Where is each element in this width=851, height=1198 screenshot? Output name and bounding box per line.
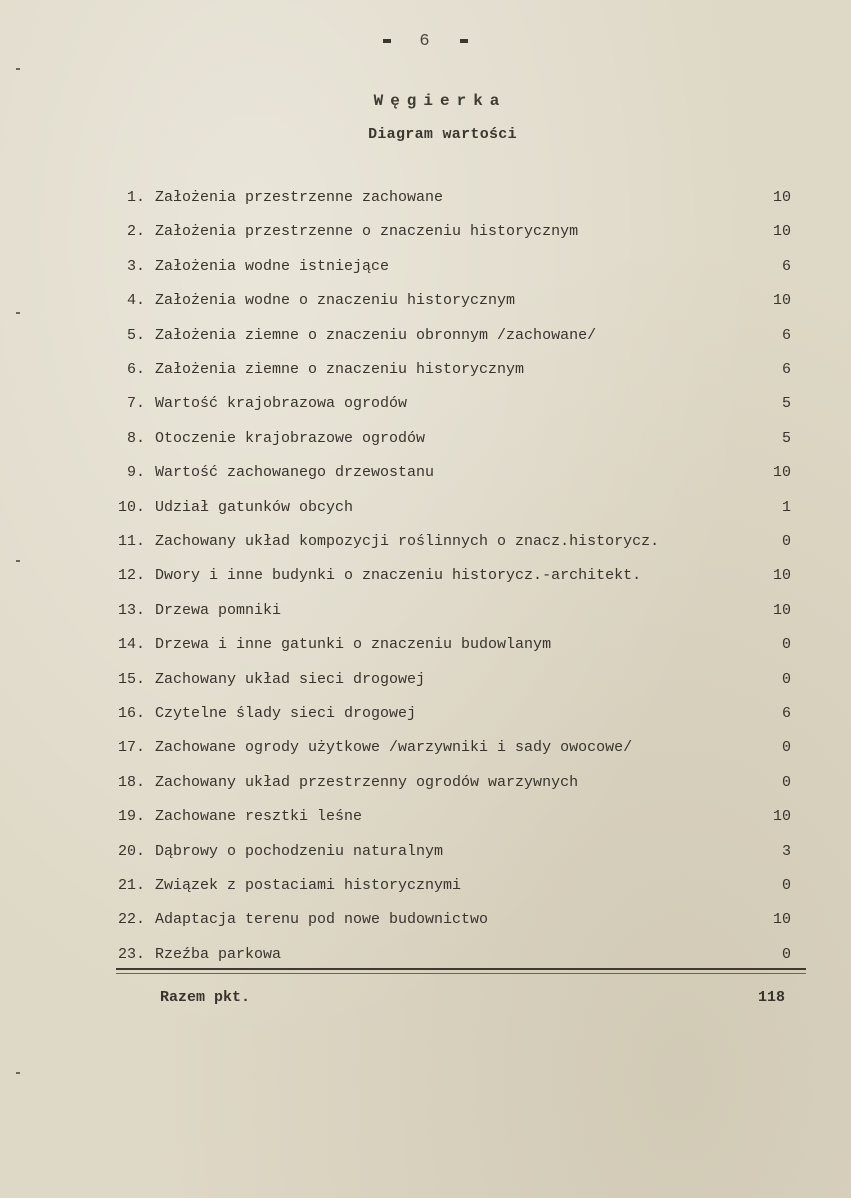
item-label: Dąbrowy o pochodzeniu naturalnym	[155, 842, 444, 860]
total-row	[0, 986, 851, 1010]
total-value: 118	[757, 989, 785, 1006]
list-item	[0, 702, 851, 726]
item-label: Drzewa pomniki	[155, 601, 282, 619]
item-value: 0	[781, 877, 791, 894]
item-label: Drzewa i inne gatunki o znaczeniu budowlanym	[155, 636, 552, 654]
item-label: Związek z postaciami historycznymi	[155, 877, 462, 894]
list-item	[0, 220, 851, 244]
item-label: Wartość krajobrazowa ogrodów	[155, 395, 408, 413]
item-value: 10	[772, 601, 791, 619]
item-value: 0	[781, 533, 791, 550]
item-number: 4.	[126, 292, 145, 310]
list-item	[0, 874, 851, 898]
list-item	[0, 461, 851, 485]
item-number: 15.	[117, 670, 145, 688]
item-value: 0	[781, 945, 791, 963]
item-number: 2.	[126, 223, 145, 241]
summary-rule-thin	[116, 973, 806, 974]
list-item	[0, 668, 851, 692]
list-item	[0, 805, 851, 829]
item-label: Założenia przestrzenne o znaczeniu historycznym	[155, 223, 579, 241]
page-number-text: 6	[419, 32, 432, 51]
item-label: Zachowane ogrody użytkowe /warzywniki i sady owocowe/	[155, 739, 633, 757]
item-number: 16.	[117, 705, 145, 722]
item-value: 10	[772, 292, 791, 310]
document-subtitle: Diagram wartości	[368, 126, 517, 143]
item-label: Założenia ziemne o znaczeniu historycznym	[155, 361, 525, 378]
list-item	[0, 186, 851, 210]
item-value: 10	[772, 189, 791, 206]
list-item	[0, 943, 851, 967]
list-item	[0, 840, 851, 864]
item-number: 23.	[117, 945, 145, 963]
item-number: 17.	[117, 739, 145, 757]
item-label: Zachowany układ przestrzenny ogrodów warzywnych	[155, 773, 579, 791]
edge-mark	[16, 560, 20, 562]
list-item	[0, 530, 851, 554]
item-number: 6.	[126, 361, 145, 378]
dash	[383, 39, 391, 43]
item-number: 12.	[117, 567, 145, 585]
item-label: Wartość zachowanego drzewostanu	[155, 464, 435, 482]
list-item	[0, 392, 851, 416]
item-number: 19.	[117, 808, 145, 826]
item-label: Otoczenie krajobrazowe ogrodów	[155, 429, 426, 447]
item-number: 21.	[117, 877, 145, 894]
item-value: 6	[781, 361, 791, 378]
list-item	[0, 324, 851, 348]
item-value: 1	[781, 498, 791, 516]
item-value: 6	[781, 705, 791, 722]
dash	[460, 39, 468, 43]
list-item	[0, 564, 851, 588]
item-number: 20.	[117, 842, 145, 860]
item-value: 3	[781, 842, 791, 860]
item-value: 10	[772, 464, 791, 482]
item-value: 5	[781, 429, 791, 447]
item-value: 6	[781, 326, 791, 344]
list-item	[0, 633, 851, 657]
list-item	[0, 496, 851, 520]
item-number: 11.	[117, 533, 145, 550]
item-label: Udział gatunków obcych	[155, 498, 354, 516]
edge-mark	[16, 68, 20, 70]
item-label: Zachowany układ kompozycji roślinnych o znacz.historycz.	[155, 533, 660, 550]
item-value: 0	[781, 773, 791, 791]
item-number: 13.	[117, 601, 145, 619]
item-value: 10	[772, 911, 791, 929]
total-label: Razem pkt.	[160, 989, 251, 1006]
list-item	[0, 255, 851, 279]
item-label: Adaptacja terenu pod nowe budownictwo	[155, 911, 489, 929]
item-number: 3.	[126, 257, 145, 275]
list-item	[0, 771, 851, 795]
item-value: 10	[772, 567, 791, 585]
edge-mark	[16, 1072, 20, 1074]
item-value: 0	[781, 636, 791, 654]
item-label: Założenia ziemne o znaczeniu obronnym /zachowane/	[155, 326, 597, 344]
document-title: Węgierka	[373, 92, 507, 110]
item-number: 8.	[126, 429, 145, 447]
list-item	[0, 358, 851, 382]
item-label: Zachowany układ sieci drogowej	[155, 670, 426, 688]
item-label: Dwory i inne budynki o znaczeniu historycz.-architekt.	[155, 567, 642, 585]
item-number: 9.	[126, 464, 145, 482]
item-value: 6	[781, 257, 791, 275]
list-item	[0, 736, 851, 760]
item-value: 10	[772, 808, 791, 826]
item-label: Założenia wodne istniejące	[155, 257, 390, 275]
list-item	[0, 599, 851, 623]
item-label: Założenia przestrzenne zachowane	[155, 189, 444, 206]
item-label: Założenia wodne o znaczeniu historycznym	[155, 292, 516, 310]
item-number: 1.	[126, 189, 145, 206]
item-value: 0	[781, 739, 791, 757]
page-number	[0, 32, 851, 51]
item-label: Czytelne ślady sieci drogowej	[155, 705, 417, 722]
list-item	[0, 908, 851, 932]
item-value: 10	[772, 223, 791, 241]
item-number: 22.	[117, 911, 145, 929]
item-number: 18.	[117, 773, 145, 791]
item-value: 5	[781, 395, 791, 413]
item-number: 7.	[126, 395, 145, 413]
summary-rule	[116, 968, 806, 970]
list-item	[0, 289, 851, 313]
item-number: 5.	[126, 326, 145, 344]
item-number: 10.	[117, 498, 145, 516]
list-item	[0, 427, 851, 451]
item-label: Zachowane resztki leśne	[155, 808, 363, 826]
item-value: 0	[781, 670, 791, 688]
item-number: 14.	[117, 636, 145, 654]
item-label: Rzeźba parkowa	[155, 945, 282, 963]
